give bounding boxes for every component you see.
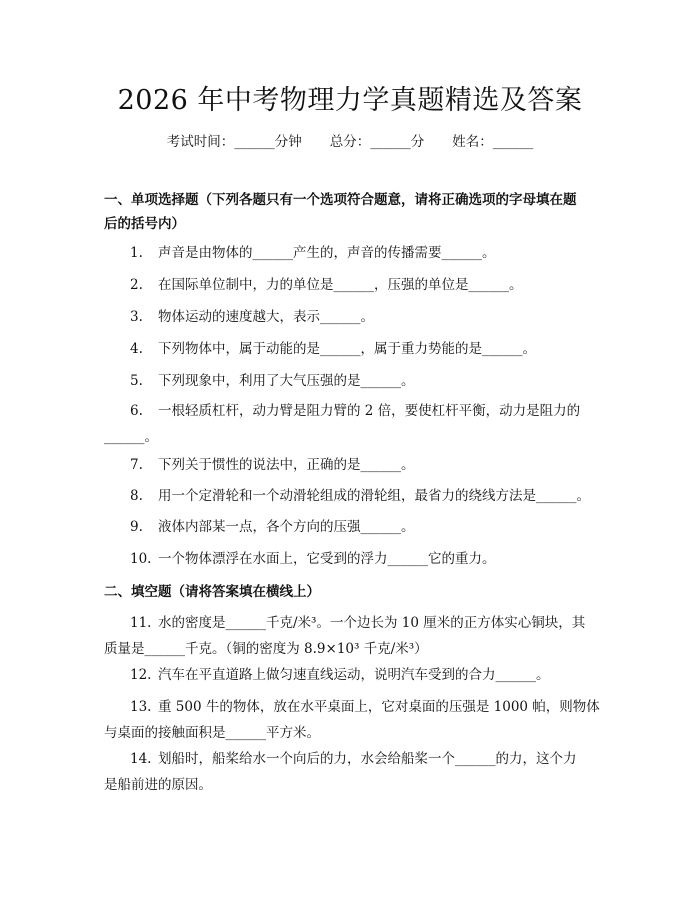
question-11: 11. 水的密度是______千克/米³。一个边长为 10 厘米的正方体实心铜块，其 质量是______千克。（铜的密度为 8.9×10³ 千克/米³） — [104, 615, 586, 657]
question-9: 9. 液体内部某一点，各个方向的压强______。 — [130, 519, 415, 535]
question-6: 6. 一根轻质杠杆，动力臂是阻力臂的 2 倍，要使杠杆平衡，动力是阻力的 ______。 — [104, 403, 581, 445]
section-2-heading: 二、填空题（请将答案填在横线上） — [104, 584, 320, 600]
question-13: 13. 重 500 牛的物体，放在水平桌面上，它对桌面的压强是 1000 帕，则物体 与桌面的接触面积是______平方米。 — [104, 699, 600, 741]
question-7: 7. 下列关于惯性的说法中，正确的是______。 — [130, 457, 415, 473]
question-10: 10. 一个物体漂浮在水面上，它受到的浮力______它的重力。 — [130, 551, 496, 567]
exam-name: 姓名：______ — [452, 134, 534, 150]
question-2: 2. 在国际单位制中，力的单位是______，压强的单位是______。 — [130, 277, 523, 293]
question-12: 12. 汽车在平直道路上做匀速直线运动，说明汽车受到的合力______。 — [130, 667, 550, 683]
page-title: 2026 年中考物理力学真题精选及答案 — [117, 85, 583, 116]
exam-score: 总分：______分 — [329, 134, 425, 150]
section-1-heading: 一、单项选择题（下列各题只有一个选项符合题意，请将正确选项的字母填在题 后的括号内） — [104, 192, 577, 232]
question-8: 8. 用一个定滑轮和一个动滑轮组成的滑轮组，最省力的绕线方法是______。 — [130, 488, 590, 504]
question-14: 14. 划船时，船桨给水一个向后的力，水会给船桨一个______的力，这个力 是船前进的原因。 — [104, 751, 577, 793]
exam-meta — [0, 132, 700, 152]
question-1: 1. 声音是由物体的______产生的，声音的传播需要______。 — [130, 245, 496, 261]
question-3: 3. 物体运动的速度越大，表示______。 — [130, 309, 374, 325]
exam-time: 考试时间：______分钟 — [166, 134, 302, 150]
question-5: 5. 下列现象中，利用了大气压强的是______。 — [130, 373, 415, 389]
question-4: 4. 下列物体中，属于动能的是______，属于重力势能的是______。 — [130, 341, 536, 357]
